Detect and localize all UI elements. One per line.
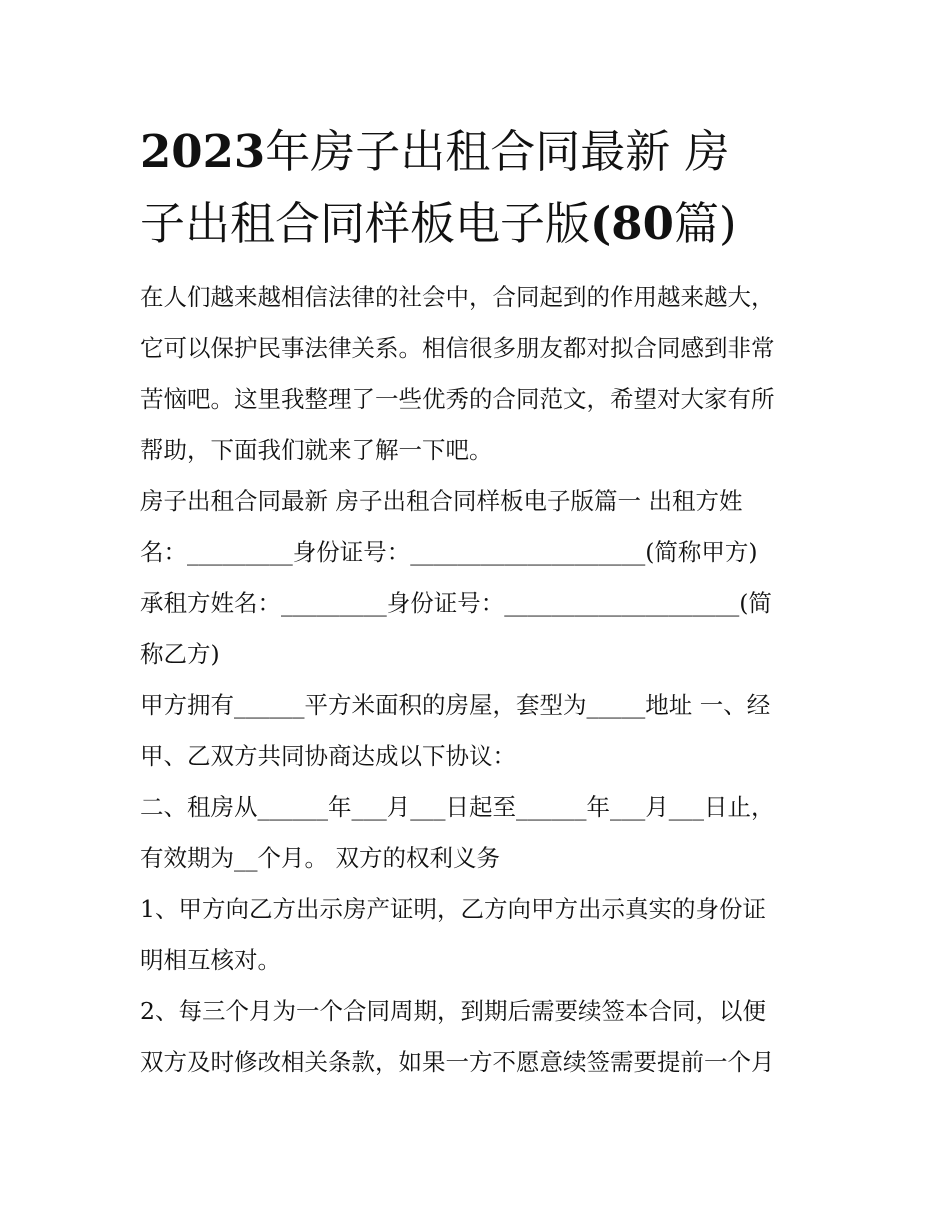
title-line-2 bbox=[140, 188, 830, 260]
title-line-1-text: 年房子出租合同最新 房 bbox=[265, 125, 730, 178]
title-line-2-end: 篇) bbox=[673, 197, 737, 250]
text-line: 甲方拥有______平方米面积的房屋，套型为_____地址 一、经 bbox=[140, 691, 771, 719]
text-line: 承租方姓名：_________身份证号：____________________(简 bbox=[140, 589, 772, 617]
text-line: 1、甲方向乙方出示房产证明，乙方向甲方出示真实的身份证 bbox=[140, 895, 766, 923]
document-body bbox=[140, 272, 820, 1088]
text-line: 帮助，下面我们就来了解一下吧。 bbox=[140, 436, 493, 464]
text-line: 有效期为__个月。 双方的权利义务 bbox=[140, 844, 500, 872]
text-line: 它可以保护民事法律关系。相信很多朋友都对拟合同感到非常 bbox=[140, 334, 775, 362]
text-line: 称乙方) bbox=[140, 640, 220, 668]
text-line: 2、每三个月为一个合同周期，到期后需要续签本合同，以便 bbox=[140, 997, 766, 1025]
text-line: 明相互核对。 bbox=[140, 946, 281, 974]
title-count: (80 bbox=[590, 197, 674, 250]
text-line: 二、租房从______年___月___日起至______年___月___日止， bbox=[140, 793, 775, 821]
text-line: 在人们越来越相信法律的社会中，合同起到的作用越来越大， bbox=[140, 283, 775, 311]
document-title bbox=[140, 116, 830, 260]
title-line-1 bbox=[140, 116, 830, 188]
text-line: 甲、乙双方共同协商达成以下协议： bbox=[140, 742, 516, 770]
text-line: 苦恼吧。这里我整理了一些优秀的合同范文，希望对大家有所 bbox=[140, 385, 775, 413]
text-line: 名：_________身份证号：____________________(简称甲方) bbox=[140, 538, 758, 566]
title-year: 2023 bbox=[140, 125, 266, 178]
text-line: 双方及时修改相关条款，如果一方不愿意续签需要提前一个月 bbox=[140, 1048, 775, 1076]
title-line-2-text: 子出租合同样板电子版 bbox=[140, 197, 591, 250]
text-line: 房子出租合同最新 房子出租合同样板电子版篇一 出租方姓 bbox=[140, 487, 743, 515]
